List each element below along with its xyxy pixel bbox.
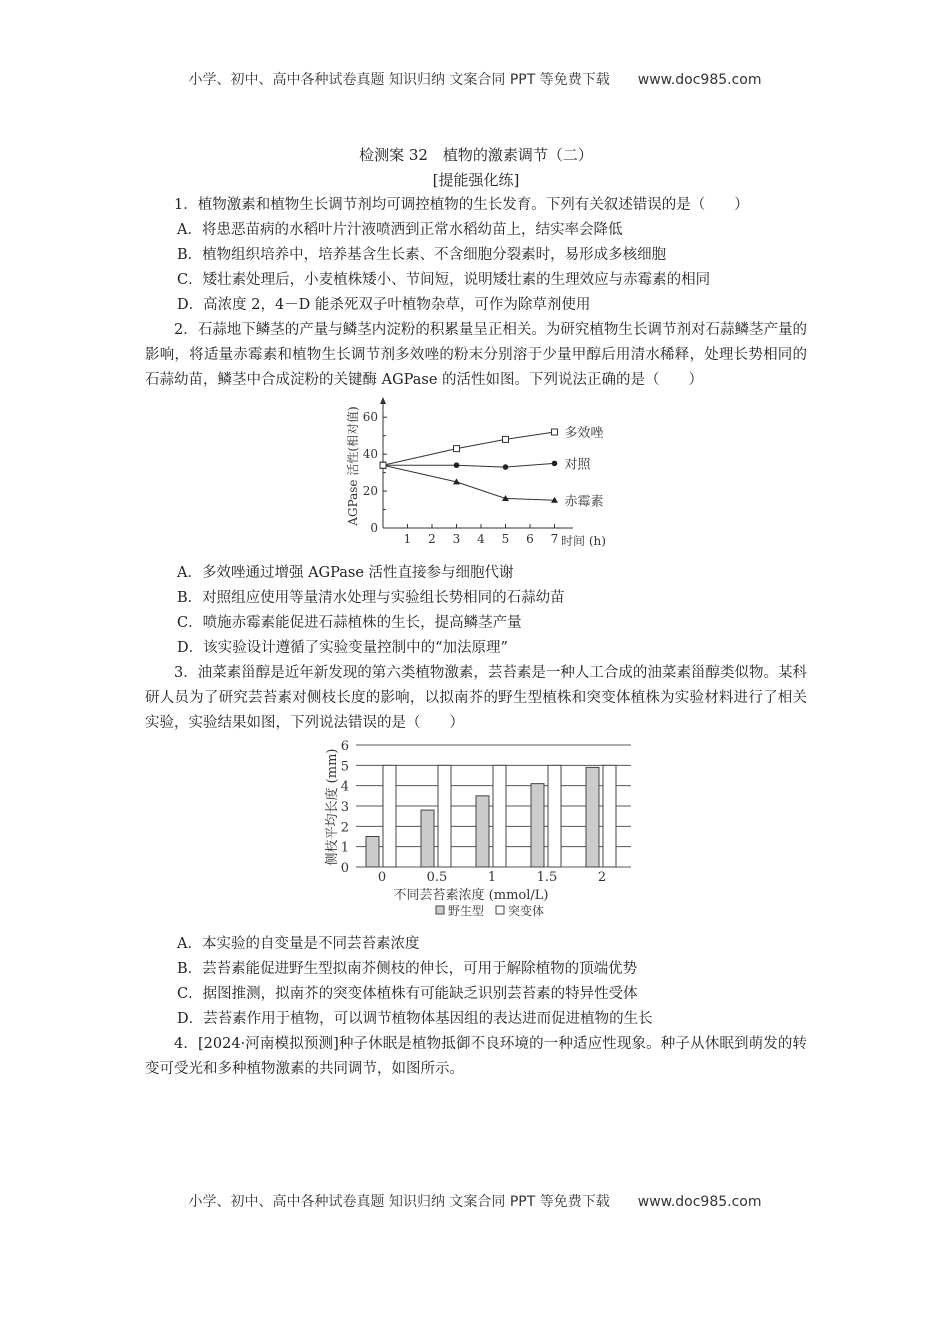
page-subtitle: [提能强化练] — [432, 171, 520, 189]
question-3-stem: 3．油菜素甾醇是近年新发现的第六类植物激素，芸苔素是一种人工合成的油菜素甾醇类似物。某科研人员为了研究芸苔素对侧枝长度的影响，以拟南芥的野生型植株和突变体植株为实验材料进行了相关实验，实验结果如图，下列说法错误的是（ ） — [145, 665, 807, 731]
question-3-option-d: D．芸苔素作用于植物，可以调节植物体基因组的表达进而促进植物的生长 — [177, 1011, 653, 1027]
svg-text:2: 2 — [340, 820, 349, 836]
document-body — [145, 143, 807, 1082]
svg-text:5: 5 — [501, 532, 510, 546]
question-1-option-c: C．矮壮素处理后，小麦植株矮小、节间短，说明矮壮素的生理效应与赤霉素的相同 — [177, 272, 711, 288]
svg-text:4: 4 — [477, 532, 485, 546]
svg-text:6: 6 — [340, 739, 349, 754]
svg-text:1: 1 — [487, 870, 497, 885]
question-2-option-d: D．该实验设计遵循了实验变量控制中的“加法原理” — [177, 640, 508, 656]
page-title: 检测案 32 植物的激素调节（二） — [359, 146, 593, 164]
svg-text:时间 (h): 时间 (h) — [561, 534, 606, 548]
svg-text:40: 40 — [362, 447, 378, 462]
question-3-option-a: A．本实验的自变量是不同芸苔素浓度 — [177, 936, 420, 952]
svg-text:赤霉素: 赤霉素 — [564, 494, 604, 510]
header-text: 小学、初中、高中各种试卷真题 知识归纳 文案合同 PPT 等免费下载 — [188, 72, 610, 88]
question-3-option-c: C．据图推测，拟南芥的突变体植株有可能缺乏识别芸苔素的特异性受体 — [177, 986, 638, 1002]
question-2-option-b: B．对照组应使用等量清水处理与实验组长势相同的石蒜幼苗 — [177, 590, 565, 606]
svg-text:1.5: 1.5 — [536, 870, 558, 885]
svg-text:多效唑: 多效唑 — [564, 426, 604, 441]
svg-text:突变体: 突变体 — [508, 904, 545, 918]
svg-text:侧枝平均长度 (mm): 侧枝平均长度 (mm) — [325, 748, 340, 866]
branch-length-bar-chart — [316, 736, 636, 926]
svg-text:60: 60 — [362, 410, 378, 425]
svg-text:野生型: 野生型 — [448, 904, 485, 918]
page-header — [0, 69, 950, 89]
question-4-stem: 4．[2024·河南模拟预测]种子休眠是植物抵御不良环境的一种适应性现象。种子从休眠到萌发的转变可受光和多种植物激素的共同调节，如图所示。 — [145, 1036, 807, 1077]
svg-text:0.5: 0.5 — [426, 870, 448, 885]
footer-url[interactable]: www.doc985.com — [637, 1194, 762, 1210]
header-url[interactable]: www.doc985.com — [637, 72, 762, 88]
svg-text:1: 1 — [340, 840, 349, 856]
page-footer — [0, 1191, 950, 1211]
svg-text:20: 20 — [362, 484, 378, 499]
svg-text:5: 5 — [340, 759, 349, 775]
svg-text:1: 1 — [403, 532, 412, 546]
svg-text:3: 3 — [452, 532, 461, 546]
footer-text: 小学、初中、高中各种试卷真题 知识归纳 文案合同 PPT 等免费下载 — [188, 1194, 610, 1210]
question-2-option-a: A．多效唑通过增强 AGPase 活性直接参与细胞代谢 — [177, 565, 514, 581]
svg-text:3: 3 — [340, 800, 349, 815]
question-3-option-b: B．芸苔素能促进野生型拟南芥侧枝的伸长，可用于解除植物的顶端优势 — [177, 961, 638, 977]
svg-text:对照: 对照 — [564, 457, 591, 473]
svg-text:2: 2 — [597, 870, 607, 885]
svg-text:0: 0 — [377, 870, 387, 885]
svg-text:2: 2 — [428, 532, 436, 546]
svg-text:0: 0 — [340, 861, 349, 876]
question-2-option-c: C．喷施赤霉素能促进石蒜植株的生长，提高鳞茎产量 — [177, 615, 522, 631]
question-1-option-b: B．植物组织培养中，培养基含生长素、不含细胞分裂素时，易形成多核细胞 — [177, 247, 667, 263]
svg-text:7: 7 — [550, 532, 559, 546]
question-1-option-d: D．高浓度 2，4－D 能杀死双子叶植物杂草，可作为除草剂使用 — [177, 297, 591, 313]
svg-text:6: 6 — [526, 532, 534, 546]
svg-text:AGPase 活性(相对值): AGPase 活性(相对值) — [346, 406, 360, 526]
question-1-option-a: A．将患恶苗病的水稻叶片汁液喷洒到正常水稻幼苗上，结实率会降低 — [177, 222, 623, 238]
svg-text:不同芸苔素浓度 (mmol/L): 不同芸苔素浓度 (mmol/L) — [393, 888, 549, 903]
question-1-stem: 1．植物激素和植物生长调节剂均可调控植物的生长发育。下列有关叙述错误的是（ ） — [174, 197, 749, 213]
agpase-line-chart — [341, 395, 611, 555]
svg-text:4: 4 — [340, 779, 349, 795]
svg-text:0: 0 — [370, 521, 378, 535]
question-2-stem: 2．石蒜地下鳞茎的产量与鳞茎内淀粉的积累量呈正相关。为研究植物生长调节剂对石蒜鳞茎产量的影响，将适量赤霉素和植物生长调节剂多效唑的粉末分别溶于少量甲醇后用清水稀释，处理长势相同的石蒜幼苗，鳞茎中合成淀粉的关键酶 AGPase 的活性如图。下列说法正确的是（ ） — [145, 322, 807, 388]
